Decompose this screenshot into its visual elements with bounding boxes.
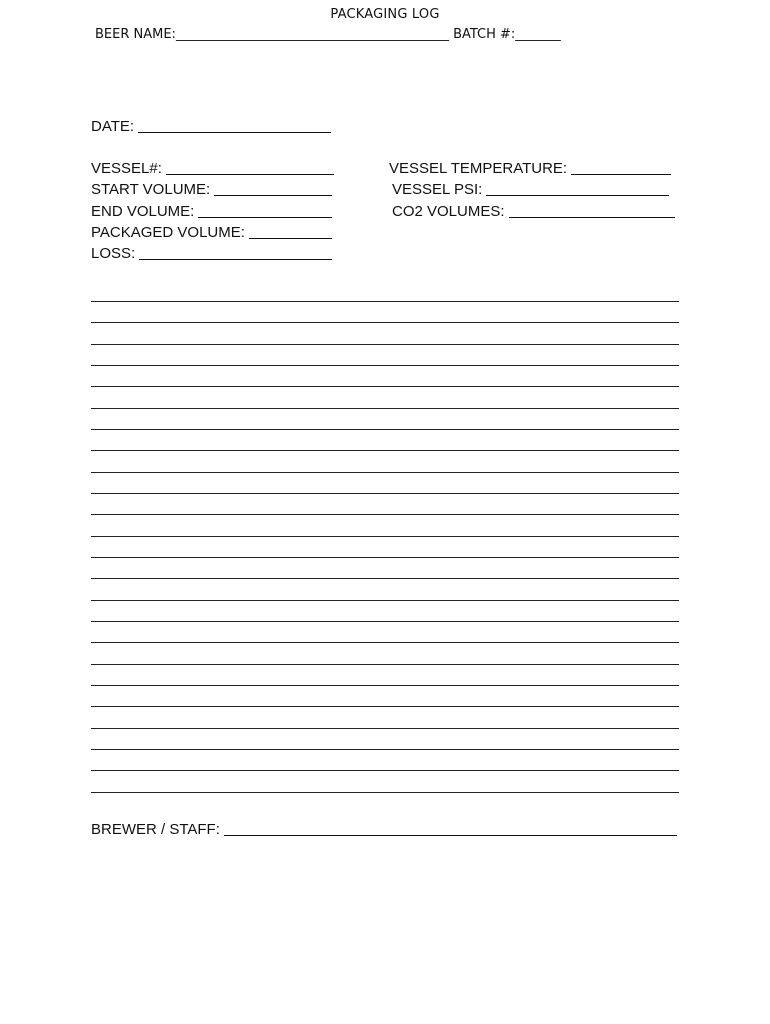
brewer-staff-blank[interactable] [224,821,677,836]
end-volume-field [91,201,332,220]
notes-line[interactable] [91,578,679,599]
notes-line[interactable] [91,600,679,621]
notes-line[interactable] [91,344,679,365]
date-label: DATE: [91,118,135,135]
packaged-volume-field [91,222,332,241]
notes-line[interactable] [91,706,679,727]
co2-volumes-blank[interactable] [509,203,675,218]
vessel-number-blank[interactable] [166,160,334,175]
co2-volumes-label: CO2 VOLUMES: [392,203,505,220]
start-volume-blank[interactable] [214,181,332,196]
notes-line[interactable] [91,685,679,706]
vessel-number-field [91,158,334,177]
vessel-psi-label: VESSEL PSI: [392,181,483,198]
vessel-psi-field [392,179,669,198]
packaged-volume-blank[interactable] [249,224,332,239]
date-field [91,116,331,135]
loss-blank[interactable] [139,245,332,260]
notes-line[interactable] [91,557,679,578]
notes-line[interactable] [91,322,679,343]
loss-label: LOSS: [91,245,136,262]
brewer-staff-field [91,819,677,838]
notes-line[interactable] [91,429,679,450]
notes-line[interactable] [91,749,679,770]
vessel-temperature-field [389,158,671,177]
end-volume-label: END VOLUME: [91,203,195,220]
notes-line[interactable] [91,301,679,322]
vessel-temperature-label: VESSEL TEMPERATURE: [389,160,568,177]
vessel-psi-blank[interactable] [486,181,669,196]
notes-line[interactable] [91,728,679,749]
notes-line[interactable] [91,536,679,557]
notes-line[interactable] [91,792,679,813]
notes-line[interactable] [91,386,679,407]
form-title: PACKAGING LOG [330,7,440,22]
brewer-staff-label: BREWER / STAFF: [91,821,220,838]
notes-line[interactable] [91,514,679,535]
notes-line[interactable] [91,621,679,642]
end-volume-blank[interactable] [198,203,332,218]
start-volume-label: START VOLUME: [91,181,211,198]
notes-line[interactable] [91,408,679,429]
notes-line[interactable] [91,493,679,514]
notes-line[interactable] [91,365,679,386]
packaged-volume-label: PACKAGED VOLUME: [91,224,245,241]
date-blank[interactable] [138,118,331,133]
start-volume-field [91,179,332,198]
notes-line[interactable] [91,450,679,471]
loss-field [91,243,332,262]
notes-line[interactable] [91,642,679,663]
notes-line[interactable] [91,770,679,791]
vessel-number-label: VESSEL#: [91,160,162,177]
notes-ruled-area[interactable] [91,301,679,813]
beer-name-batch-line: BEER NAME:__________________________________________ BATCH #:_______ [95,27,561,42]
co2-volumes-field [392,201,675,220]
notes-line[interactable] [91,472,679,493]
notes-line[interactable] [91,664,679,685]
vessel-temperature-blank[interactable] [571,160,671,175]
